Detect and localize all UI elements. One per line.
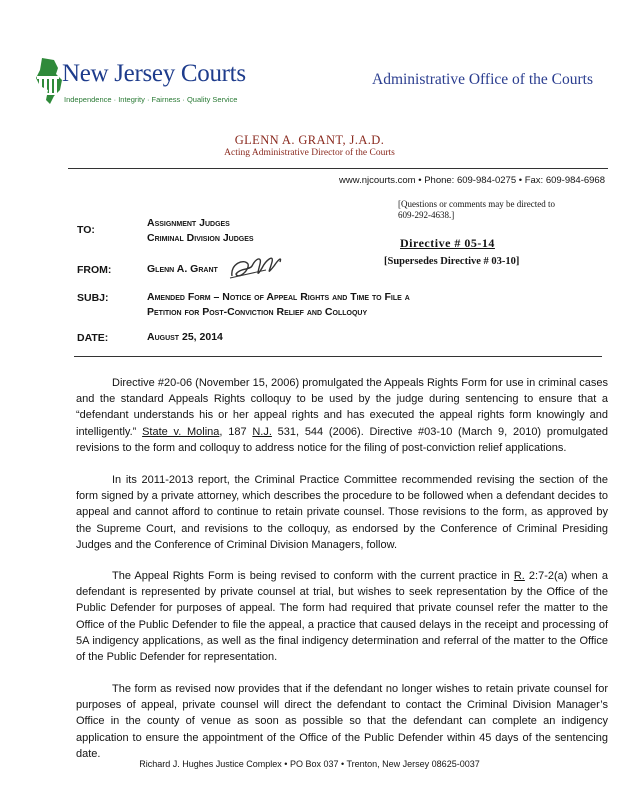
contact-line: www.njcourts.com • Phone: 609-984-0275 • Fax: 609-984-6968 [339, 175, 605, 186]
case-citation: State v. Molina [142, 425, 220, 438]
from-label: FROM: [77, 264, 112, 276]
to-recipient-1: Assignment Judges [147, 217, 230, 229]
from-value: Glenn A. Grant [147, 263, 218, 275]
to-recipients [147, 216, 254, 246]
date-value: August 25, 2014 [147, 331, 223, 343]
p1-text-b: , 187 [219, 425, 253, 438]
director-title: Acting Administrative Director of the Courts [224, 148, 395, 158]
rule-citation: R. [513, 570, 525, 582]
p1-text-a: Directive #20-06 (November 15, 2006) promulgated the Appeals Rights Form for use in criminal cases and the standard Appeals Rights colloquy to be used by the judge during sentencing to ensure that a “defendant understands his or her appeal rights and has executed the appeal rights form knowingly and intelligently.” [76, 377, 608, 438]
director-name: GLENN A. GRANT, J.A.D. [234, 133, 385, 147]
questions-note: [Questions or comments may be directed to 609-292-4638.] [398, 199, 555, 220]
footer-address: Richard J. Hughes Justice Complex • PO Box 037 • Trenton, New Jersey 08625-0037 [139, 759, 480, 769]
subj-line-2: Petition for Post-Conviction Relief and Colloquy [147, 306, 368, 318]
logo-tagline: Independence · Integrity · Fairness · Quality Service [64, 95, 238, 104]
memo-divider [74, 356, 602, 357]
paragraph-3 [76, 568, 608, 665]
p3-text-a: The Appeal Rights Form is being revised to conform with the current practice in [112, 570, 514, 582]
to-recipient-2: Criminal Division Judges [147, 232, 254, 244]
date-label: DATE: [77, 332, 109, 344]
p3-text-b: 2:7-2(a) when a defendant is represented by private counsel at trial, but wishes to seek representation by the Office of the Public Defender for purposes of appeal. The form had required that private counsel refer the matter to the Office of the Public Defender to file the appeal, a practice that caused delays in the receipt and processing of 5A indigency applications, as well as the final indigency determination and referral of the matter to the Office of the Public Defender for representation. [76, 570, 608, 664]
header-divider [68, 168, 608, 169]
subj-label: SUBJ: [77, 292, 109, 304]
paragraph-1 [76, 375, 608, 456]
p2-text: In its 2011-2013 report, the Criminal Practice Committee recommended revising the section of the form signed by a private attorney, which describes the procedure to be followed when a defendant decides to appeal and cannot afford to continue to retain private counsel. Those revisions to the form, as approved by the Supreme Court, and revisions to the colloquy, as endorsed by the Conference of Criminal Presiding Judges and the Conference of Criminal Division Managers, follow. [76, 474, 608, 551]
office-name: Administrative Office of the Courts [372, 71, 593, 88]
paragraph-2 [76, 472, 608, 553]
to-label: TO: [77, 224, 95, 236]
subj-value [147, 290, 410, 320]
directive-number: Directive # 05-14 [400, 236, 495, 250]
new-jersey-map-logo-icon [32, 56, 66, 106]
subj-line-1: Amended Form – Notice of Appeal Rights and Time to File a [147, 291, 410, 303]
p4-text: The form as revised now provides that if the defendant no longer wishes to retain private counsel for purposes of appeal, private counsel will direct the defendant to contact the Criminal Division Manager’s Office in the county of venue as soon as possible so that the defendant can complete an indigency application to ensure the appointment of the Office of the Public Defender within 45 days of the sentencing date. [76, 683, 608, 760]
logo-org-name: New Jersey Courts [62, 60, 246, 87]
p1-text-c: 531, 544 (2006). Directive #03-10 (March 9, 2010) promulgated revisions to the form and colloquy to address notice for the filing of post-conviction relief applications. [76, 425, 608, 454]
signature-icon [226, 250, 286, 286]
paragraph-4 [76, 681, 608, 762]
supersedes-note: [Supersedes Directive # 03-10] [384, 256, 520, 267]
reporter-citation: N.J. [252, 425, 272, 438]
